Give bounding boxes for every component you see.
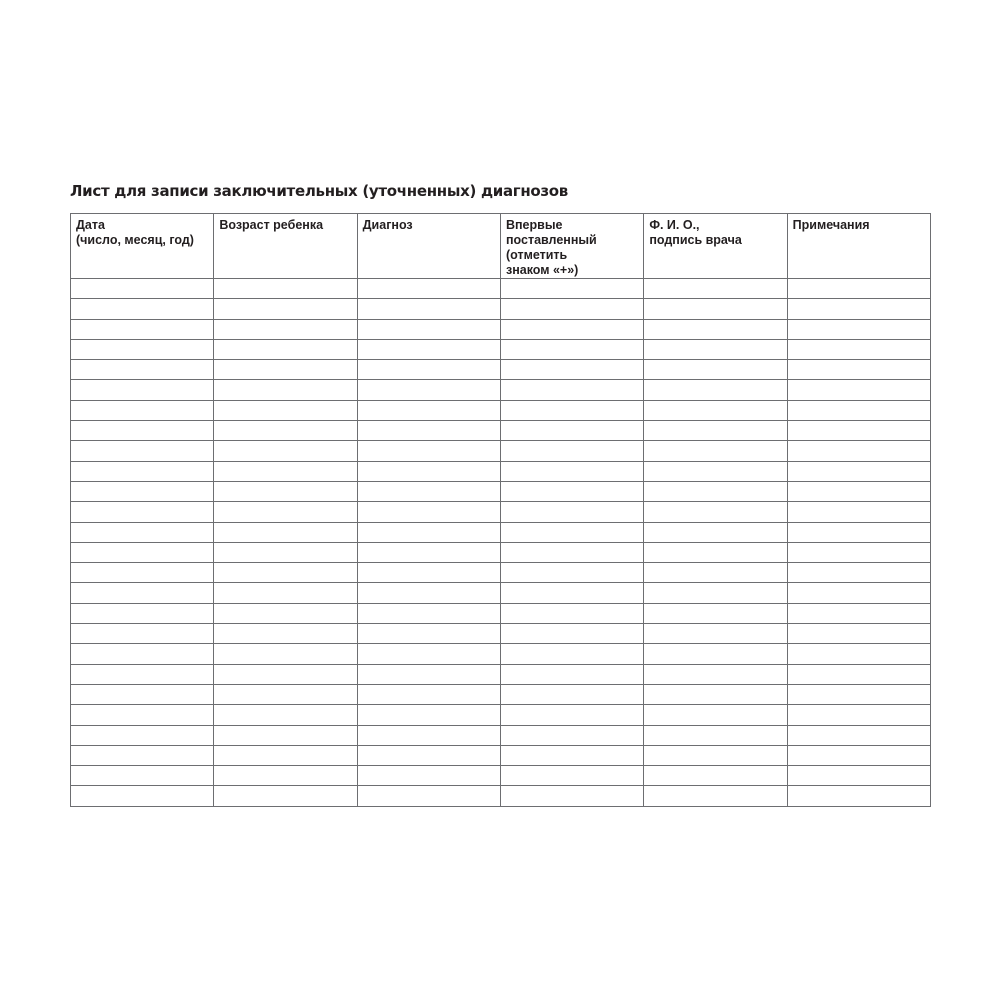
table-cell[interactable]	[500, 441, 643, 461]
table-row	[71, 481, 931, 501]
table-row	[71, 684, 931, 704]
table-cell[interactable]	[500, 684, 643, 704]
table-cell[interactable]	[357, 542, 500, 562]
table-cell[interactable]	[787, 745, 930, 765]
table-cell[interactable]	[214, 624, 357, 644]
table-cell[interactable]	[787, 583, 930, 603]
table-cell[interactable]	[500, 624, 643, 644]
table-cell[interactable]	[644, 705, 787, 725]
table-cell[interactable]	[71, 705, 214, 725]
table-cell[interactable]	[357, 279, 500, 299]
table-row	[71, 502, 931, 522]
table-cell[interactable]	[357, 745, 500, 765]
table-cell[interactable]	[644, 319, 787, 339]
table-row	[71, 745, 931, 765]
table-cell[interactable]	[787, 319, 930, 339]
table-cell[interactable]	[214, 684, 357, 704]
column-header-diagnosis	[357, 214, 500, 279]
table-cell[interactable]	[357, 684, 500, 704]
table-cell[interactable]	[357, 664, 500, 684]
table-cell[interactable]	[644, 299, 787, 319]
table-row	[71, 583, 931, 603]
table-row	[71, 279, 931, 299]
table-cell[interactable]	[214, 542, 357, 562]
table-row	[71, 400, 931, 420]
table-cell[interactable]	[71, 745, 214, 765]
table-cell[interactable]	[71, 400, 214, 420]
table-cell[interactable]	[500, 279, 643, 299]
table-cell[interactable]	[787, 725, 930, 745]
table-cell[interactable]	[214, 603, 357, 623]
table-row	[71, 360, 931, 380]
table-cell[interactable]	[644, 441, 787, 461]
column-header-age	[214, 214, 357, 279]
table-cell[interactable]	[787, 279, 930, 299]
table-cell[interactable]	[500, 421, 643, 441]
table-cell[interactable]	[214, 279, 357, 299]
column-header-age-label: Возраст ребенка	[219, 218, 324, 232]
column-header-diagnosis-label: Диагноз	[362, 218, 413, 232]
table-cell[interactable]	[787, 766, 930, 786]
table-cell[interactable]	[214, 745, 357, 765]
table-cell[interactable]	[357, 299, 500, 319]
table-row	[71, 299, 931, 319]
table-cell[interactable]	[71, 583, 214, 603]
table-cell[interactable]	[214, 461, 357, 481]
table-cell[interactable]	[214, 664, 357, 684]
table-cell[interactable]	[644, 766, 787, 786]
table-cell[interactable]	[214, 522, 357, 542]
table-cell[interactable]	[500, 461, 643, 481]
table-cell[interactable]	[214, 644, 357, 664]
table-cell[interactable]	[357, 461, 500, 481]
table-cell[interactable]	[500, 339, 643, 359]
table-cell[interactable]	[214, 502, 357, 522]
table-cell[interactable]	[500, 400, 643, 420]
table-cell[interactable]	[787, 684, 930, 704]
table-cell[interactable]	[644, 339, 787, 359]
table-cell[interactable]	[787, 481, 930, 501]
table-cell[interactable]	[500, 563, 643, 583]
table-cell[interactable]	[71, 481, 214, 501]
table-cell[interactable]	[357, 319, 500, 339]
table-cell[interactable]	[787, 461, 930, 481]
table-cell[interactable]	[357, 339, 500, 359]
table-cell[interactable]	[214, 766, 357, 786]
table-cell[interactable]	[71, 360, 214, 380]
table-row	[71, 522, 931, 542]
table-row	[71, 319, 931, 339]
column-header-date-label: Дата (число, месяц, год)	[76, 218, 194, 247]
table-cell[interactable]	[644, 786, 787, 806]
table-cell[interactable]	[357, 563, 500, 583]
table-cell[interactable]	[71, 725, 214, 745]
table-cell[interactable]	[357, 624, 500, 644]
table-cell[interactable]	[644, 279, 787, 299]
table-cell[interactable]	[787, 542, 930, 562]
table-cell[interactable]	[787, 360, 930, 380]
table-cell[interactable]	[500, 725, 643, 745]
table-cell[interactable]	[644, 644, 787, 664]
table-cell[interactable]	[500, 360, 643, 380]
table-cell[interactable]	[644, 725, 787, 745]
table-cell[interactable]	[357, 360, 500, 380]
table-cell[interactable]	[787, 644, 930, 664]
table-cell[interactable]	[357, 522, 500, 542]
table-cell[interactable]	[357, 705, 500, 725]
table-header-row	[71, 214, 931, 279]
table-cell[interactable]	[71, 502, 214, 522]
table-cell[interactable]	[71, 644, 214, 664]
table-cell[interactable]	[500, 299, 643, 319]
table-cell[interactable]	[787, 786, 930, 806]
table-cell[interactable]	[214, 441, 357, 461]
table-cell[interactable]	[71, 684, 214, 704]
table-row	[71, 786, 931, 806]
table-cell[interactable]	[500, 745, 643, 765]
table-cell[interactable]	[214, 360, 357, 380]
table-cell[interactable]	[787, 563, 930, 583]
table-cell[interactable]	[357, 786, 500, 806]
table-row	[71, 380, 931, 400]
table-cell[interactable]	[214, 786, 357, 806]
table-row	[71, 563, 931, 583]
table-cell[interactable]	[787, 624, 930, 644]
table-cell[interactable]	[71, 766, 214, 786]
table-cell[interactable]	[71, 563, 214, 583]
table-cell[interactable]	[787, 705, 930, 725]
table-cell[interactable]	[644, 542, 787, 562]
table-cell[interactable]	[357, 400, 500, 420]
table-cell[interactable]	[214, 481, 357, 501]
table-row	[71, 644, 931, 664]
table-cell[interactable]	[214, 705, 357, 725]
table-cell[interactable]	[71, 786, 214, 806]
table-cell[interactable]	[357, 441, 500, 461]
table-row	[71, 705, 931, 725]
table-row	[71, 441, 931, 461]
page-title: Лист для записи заключительных (уточненных) диагнозов	[70, 182, 569, 200]
table-cell[interactable]	[644, 603, 787, 623]
table-row	[71, 461, 931, 481]
column-header-notes	[787, 214, 930, 279]
table-cell[interactable]	[644, 380, 787, 400]
diagnoses-table	[70, 213, 931, 807]
table-cell[interactable]	[644, 502, 787, 522]
table-cell[interactable]	[71, 421, 214, 441]
table-cell[interactable]	[644, 461, 787, 481]
column-header-first-time-label: Впервые поставленный (отметить знаком «+»)	[505, 218, 597, 277]
table-cell[interactable]	[214, 583, 357, 603]
table-row	[71, 725, 931, 745]
table-cell[interactable]	[644, 360, 787, 380]
table-cell[interactable]	[357, 502, 500, 522]
table-cell[interactable]	[71, 664, 214, 684]
table-cell[interactable]	[71, 624, 214, 644]
table-cell[interactable]	[644, 583, 787, 603]
table-cell[interactable]	[787, 421, 930, 441]
table-cell[interactable]	[214, 400, 357, 420]
table-cell[interactable]	[500, 583, 643, 603]
table-cell[interactable]	[644, 664, 787, 684]
table-cell[interactable]	[787, 380, 930, 400]
table-cell[interactable]	[71, 522, 214, 542]
column-header-doctor	[644, 214, 787, 279]
table-cell[interactable]	[214, 380, 357, 400]
table-row	[71, 603, 931, 623]
table-cell[interactable]	[787, 441, 930, 461]
column-header-notes-label: Примечания	[792, 218, 870, 232]
table-cell[interactable]	[71, 542, 214, 562]
table-row	[71, 624, 931, 644]
table-cell[interactable]	[214, 339, 357, 359]
table-body	[71, 279, 931, 807]
table-cell[interactable]	[357, 644, 500, 664]
table-cell[interactable]	[214, 319, 357, 339]
table-row	[71, 766, 931, 786]
table-cell[interactable]	[644, 563, 787, 583]
table-cell[interactable]	[500, 522, 643, 542]
table-row	[71, 339, 931, 359]
table-cell[interactable]	[644, 684, 787, 704]
table-cell[interactable]	[71, 279, 214, 299]
table-cell[interactable]	[500, 603, 643, 623]
table-cell[interactable]	[500, 644, 643, 664]
table-cell[interactable]	[357, 421, 500, 441]
table-cell[interactable]	[787, 339, 930, 359]
table-cell[interactable]	[357, 481, 500, 501]
column-header-doctor-label: Ф. И. О., подпись врача	[649, 218, 742, 247]
table-cell[interactable]	[357, 766, 500, 786]
table-cell[interactable]	[71, 380, 214, 400]
table-cell[interactable]	[787, 299, 930, 319]
table-cell[interactable]	[787, 400, 930, 420]
table-cell[interactable]	[71, 441, 214, 461]
table-cell[interactable]	[644, 745, 787, 765]
table-row	[71, 421, 931, 441]
table-cell[interactable]	[500, 542, 643, 562]
table-cell[interactable]	[357, 583, 500, 603]
table-cell[interactable]	[644, 421, 787, 441]
table-cell[interactable]	[500, 502, 643, 522]
table-cell[interactable]	[644, 522, 787, 542]
table-cell[interactable]	[787, 522, 930, 542]
table-cell[interactable]	[71, 603, 214, 623]
table-cell[interactable]	[644, 481, 787, 501]
table-cell[interactable]	[214, 421, 357, 441]
table-cell[interactable]	[500, 786, 643, 806]
table-cell[interactable]	[357, 603, 500, 623]
table-cell[interactable]	[214, 725, 357, 745]
table-cell[interactable]	[644, 400, 787, 420]
table-cell[interactable]	[500, 319, 643, 339]
table-cell[interactable]	[500, 664, 643, 684]
column-header-first-time	[500, 214, 643, 279]
table-cell[interactable]	[500, 380, 643, 400]
table-cell[interactable]	[500, 481, 643, 501]
table-cell[interactable]	[787, 603, 930, 623]
table-cell[interactable]	[787, 502, 930, 522]
table-cell[interactable]	[71, 319, 214, 339]
table-cell[interactable]	[71, 339, 214, 359]
table-row	[71, 542, 931, 562]
table-row	[71, 664, 931, 684]
table-cell[interactable]	[71, 299, 214, 319]
table-cell[interactable]	[500, 705, 643, 725]
table-cell[interactable]	[644, 624, 787, 644]
table-cell[interactable]	[357, 380, 500, 400]
table-cell[interactable]	[214, 563, 357, 583]
table-cell[interactable]	[214, 299, 357, 319]
table-cell[interactable]	[71, 461, 214, 481]
table-cell[interactable]	[787, 664, 930, 684]
table-cell[interactable]	[357, 725, 500, 745]
table-cell[interactable]	[500, 766, 643, 786]
column-header-date	[71, 214, 214, 279]
